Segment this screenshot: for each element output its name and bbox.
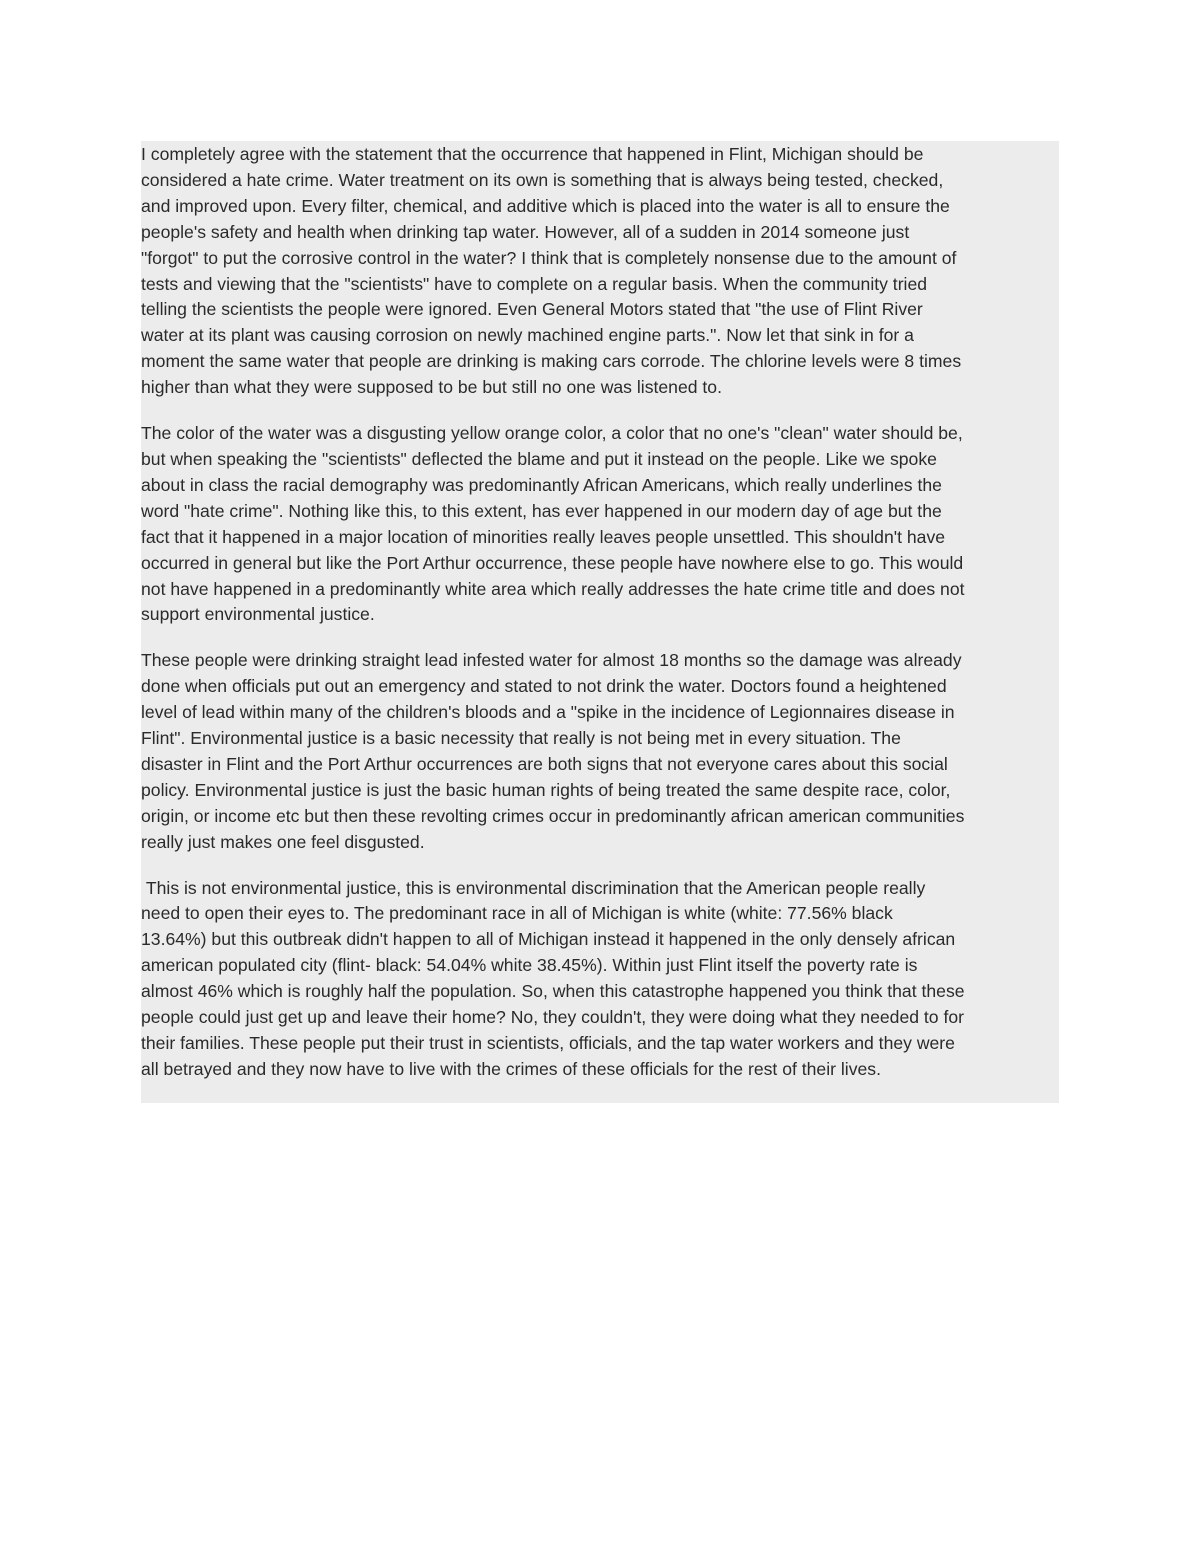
paragraph-3: These people were drinking straight lead infested water for almost 18 months so the damage was already done when officials put out an emergency and stated to not drink the water. Doctors found a heightened level of lead within many of the children's bloods and a "spike in the incidence of Legionnaires disease in Flint". Environmental justice is a basic necessity that really is not being met in every situation. The disaster in Flint and the Port Arthur occurrences are both signs that not everyone cares about this social policy. Environmental justice is just the basic human rights of being treated the same despite race, color, origin, or income etc but then these revolting crimes occur in predominantly african american communities really just makes one feel disgusted. [141, 650, 965, 852]
paragraph-2: The color of the water was a disgusting yellow orange color, a color that no one's "clean" water should be, but when speaking the "scientists" deflected the blame and put it instead on the people. Like we spoke about in class the racial demography was predominantly African Americans, which really underlines the word "hate crime". Nothing like this, to this extent, has ever happened in our modern day of age but the fact that it happened in a major location of minorities really leaves people unsettled. This shouldn't have occurred in general but like the Port Arthur occurrence, these people have nowhere else to go. This would not have happened in a predominantly white area which really addresses the hate crime title and does not support environmental justice. [141, 423, 965, 625]
highlighted-text-block [141, 141, 1059, 1103]
paragraph-1: I completely agree with the statement that the occurrence that happened in Flint, Michigan should be considered a hate crime. Water treatment on its own is something that is always being tested, checked, and improved upon. Every filter, chemical, and additive which is placed into the water is all to ensure the people's safety and health when drinking tap water. However, all of a sudden in 2014 someone just "forgot" to put the corrosive control in the water? I think that is completely nonsense due to the amount of tests and viewing that the "scientists" have to complete on a regular basis. When the community tried telling the scientists the people were ignored. Even General Motors stated that "the use of Flint River water at its plant was causing corrosion on newly machined engine parts.". Now let that sink in for a moment the same water that people are drinking is making cars corrode. The chlorine levels were 8 times higher than what they were supposed to be but still no one was listened to. [141, 144, 962, 398]
paragraph-4: This is not environmental justice, this is environmental discrimination that the American people really need to open their eyes to. The predominant race in all of Michigan is white (white: 77.56% black 13.64%) but this outbreak didn't happen to all of Michigan instead it happened in the only densely african american populated city (flint- black: 54.04% white 38.45%). Within just Flint itself the poverty rate is almost 46% which is roughly half the population. So, when this catastrophe happened you think that these people could just get up and leave their home? No, they couldn't, they were doing what they needed to for their families. These people put their trust in scientists, officials, and the tap water workers and they were all betrayed and they now have to live with the crimes of these officials for the rest of their lives. [141, 877, 965, 1079]
